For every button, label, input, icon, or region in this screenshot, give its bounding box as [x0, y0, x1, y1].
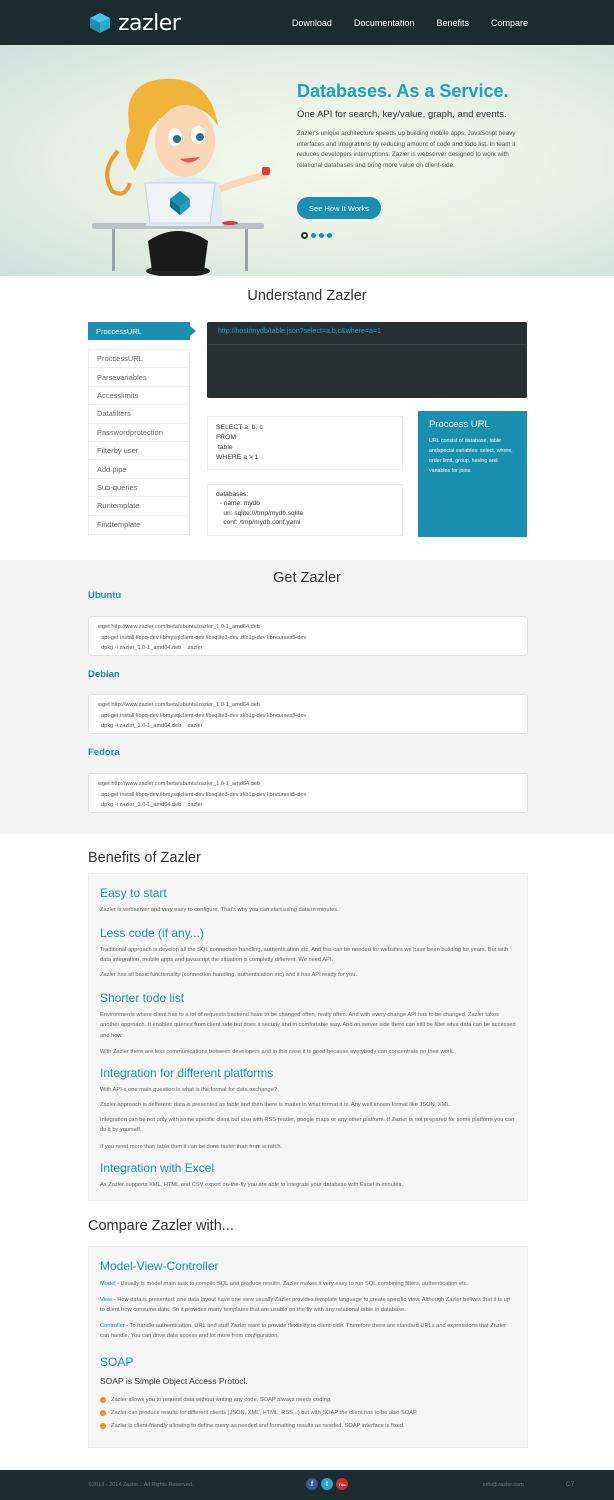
model-label: Model	[100, 1281, 116, 1287]
todo-title: Shorter todo list	[100, 991, 185, 1005]
understand-title: Understand Zazler	[247, 288, 367, 304]
slider-dot-3[interactable]	[319, 233, 324, 238]
console-divider	[207, 344, 527, 345]
social-links	[306, 1478, 348, 1490]
url-console	[207, 322, 527, 398]
compare-panel	[88, 1246, 528, 1448]
fedora-title: Fedora	[88, 747, 120, 758]
cmd-line: apt-get install libpq-dev libmysqlclient-dev libsqlite3-dev zlib1g-dev libncurses5-dev	[98, 791, 307, 798]
sidebar-item-filterby-user[interactable]: Filterby user	[89, 442, 189, 460]
soap-point-text: Zazler allows you to request data without writing any code. SOAP always needs coding.	[111, 1397, 332, 1403]
excel-title: Integration with Excel	[100, 1161, 215, 1175]
sidebar-item-add-pipe[interactable]: Add pipe	[89, 460, 189, 478]
debian-commands[interactable]	[88, 694, 528, 734]
controller-label: Controller	[100, 1323, 125, 1329]
compare-title: Compare Zazler with...	[88, 1218, 234, 1234]
sidebar-item-runtemplate[interactable]: Runtemplate	[89, 497, 189, 515]
understand-sidebar	[88, 349, 190, 535]
soap-point	[100, 1423, 516, 1429]
cmd-line: dpkg -i zazler_1.0-1_amd64.deb zazler	[98, 645, 203, 652]
top-navbar	[0, 0, 614, 45]
view-desc: - How data is presented: one data layout have one view usually Zazler provides template language to create specific view. Although Zazler belives that it is up to client how consume data. So it provides many templates that are usable on the fly with any relational table in database.	[100, 1297, 510, 1314]
slider-dots	[301, 232, 332, 239]
url-example: http://host/mydb/table.json?select=a,b,c&where=a=1	[218, 328, 381, 335]
mvc-title: Model-View-Controller	[100, 1259, 219, 1273]
main-nav	[292, 0, 528, 45]
model-text	[100, 1279, 516, 1289]
slider-dot-2[interactable]	[311, 233, 316, 238]
model-desc: - Usually is model main task to compile SQL and produce results. Zazler makes it very easy to run SQL combining filters, authentication etc.	[115, 1281, 469, 1287]
controller-text	[100, 1321, 516, 1342]
sidebar-active-arrow	[190, 326, 196, 336]
less-title: Less code (if any...)	[100, 926, 204, 940]
debian-title: Debian	[88, 669, 120, 680]
controller-desc: - To handle authentication, URL and stuff Zazler want to provide flexibility to client-side. Therefore there are standard URLs and expressions that Zazler can handle. You can drive data access and lot more from configuration.	[100, 1323, 507, 1340]
integ-title: Integration for different platforms	[100, 1066, 274, 1080]
excel-text: As Zazler supports XML, HTML and CSV export on-the-fly you are able to integrate your database with Excel in minutes.	[100, 1182, 403, 1188]
arrow-bullet-icon: ›	[100, 1397, 106, 1403]
see-how-it-works-button[interactable]: See How It Works	[297, 197, 381, 219]
cmd-line: dpkg -i zazler_1.0-1_amd64.deb zazler	[98, 802, 203, 809]
view-label: View	[100, 1297, 113, 1303]
todo-text-2: With Zazler there are less communications between developers and in this case it is good because everybody can concentrate on their work.	[100, 1049, 455, 1055]
slider-dot-1[interactable]	[301, 232, 308, 239]
less-text-1: Traditional approach is develop all the SQL connection handling, authentication etc. And this can be needed for websites we have been building for years. But with data integration, mobile apps and javascript the situation is completly different. We need API.	[100, 947, 509, 964]
soap-point	[100, 1410, 516, 1416]
sidebar-item-parsevariables[interactable]: Parsevariables	[89, 368, 189, 386]
cmd-line: apt-get install libpq-dev libmysqlclient-dev libsqlite3-dev zlib1g-dev libncurses5-dev	[98, 712, 307, 719]
info-title: Proccess URL	[429, 419, 490, 430]
developer-illustration	[90, 71, 270, 276]
slider-dot-4[interactable]	[327, 233, 332, 238]
fedora-commands[interactable]	[88, 773, 528, 813]
hero-description: Zazler's unique architecture speeds up building mobile apps, JavaScript heavy interfaces and integrations by reducing amount of code and todo list. In team it reduces developers interruptions. Zazler is webserver designed to work with relational databases and bring more value on client-side.	[297, 130, 516, 169]
easy-text: Zazler is webserver and very easy to configure. That's why you can start using data in minutes.	[100, 907, 339, 913]
hero-banner	[0, 45, 614, 276]
integ-text-3: Integration can be not only with some specific client but also with RSS reader, google maps or any other platform. If Zazler is not prepared for some platform you can do it by yourself.	[100, 1117, 515, 1134]
nav-download[interactable]: Download	[291, 17, 332, 28]
sidebar-item-active[interactable]: ProccessURL	[88, 322, 190, 340]
hero-title: Databases. As a Service.	[297, 81, 509, 101]
footer	[0, 1470, 614, 1500]
arrow-bullet-icon: ›	[100, 1410, 106, 1416]
integ-text-1: With API-s one main question is what is the format for data exchange?	[100, 1087, 278, 1093]
twitter-icon[interactable]: t	[321, 1478, 333, 1490]
brand-name: zazler	[118, 10, 181, 36]
footer-code: C7	[566, 1481, 575, 1488]
copyright: ©2013 - 2014 Zazler... All Rights Reserved.	[88, 1482, 194, 1488]
cmd-line: apt-get install libpq-dev libmysqlclient-dev libsqlite3-dev zlib1g-dev libncurses5-dev	[98, 634, 307, 641]
ubuntu-commands[interactable]	[88, 616, 528, 656]
soap-point	[100, 1397, 516, 1403]
logo[interactable]	[88, 10, 180, 36]
soap-subtitle: SOAP is Simple Object Access Protocl.	[100, 1376, 248, 1386]
nav-benefits[interactable]: Benefits	[436, 17, 469, 28]
get-title: Get Zazler	[273, 570, 341, 586]
todo-text-1: Environments where client has to a lot of requests backend have to be changed often, really often. And with every change API has to be changed. Zazler takes another approach. It enables queries from client side but does it securly and in comfortable way. And on server side there can still be filter what data can be accessed and how.	[100, 1012, 516, 1039]
cmd-line: dpkg -i zazler_1.0-1_amd64.deb zazler	[98, 723, 203, 730]
integ-text-2: Zazler approach is defferent: data is presented as table and then there is matter in what format it is. Any well known format like JSON, XML.	[100, 1102, 452, 1108]
nav-compare[interactable]: Compare	[490, 17, 528, 28]
sql-example: SELECT a, b, c FROM table WHERE a > 1	[207, 416, 403, 470]
less-text-2: Zazler has all basic functionality (connection handling, authentication etc) and it has API ready for you.	[100, 972, 358, 978]
facebook-icon[interactable]: f	[306, 1478, 318, 1490]
info-text: URL consist of database, table andspecial variables: select, where, order limit, group, having and variables for joins.	[429, 438, 513, 474]
sidebar-item-proccessurl[interactable]: ProccessURL	[89, 350, 189, 368]
youtube-icon[interactable]: You	[336, 1478, 348, 1490]
integ-text-4: If you need more than table then it can be done faster than from scratch.	[100, 1144, 283, 1150]
cmd-line: wget http://www.zazler.com/beta/ubuntu/zazler_1.0-1_amd64.deb	[98, 624, 261, 630]
cmd-line: wget http://www.zazler.com/beta/ubuntu/zazler_1.0-1_amd64.deb	[98, 702, 261, 708]
sidebar-item-passwordprotection[interactable]: Passwordprotection	[89, 424, 189, 442]
info-panel	[418, 411, 527, 537]
ubuntu-title: Ubuntu	[88, 590, 122, 601]
soap-title: SOAP	[100, 1355, 134, 1369]
benefits-title: Benefits of Zazler	[88, 850, 201, 866]
hero-subtitle: One API for search, key/value, graph, and events.	[297, 109, 507, 120]
cmd-line: wget http://www.zazler.com/beta/ubuntu/zazler_1.0-1_amd64.deb	[98, 781, 261, 787]
sidebar-item-accesslimits[interactable]: Accesslimits	[89, 387, 189, 405]
soap-point-text: Zazler is client-friendly allowing to define query as needed and formatting results as needed. SOAP interface is fixed.	[111, 1423, 405, 1429]
nav-documentation[interactable]: Documentation	[353, 17, 415, 28]
sidebar-item-findtemplate[interactable]: Findtemplate	[97, 520, 141, 530]
config-example: databases: - name: mydb uri: sqlite:///tmp/mydb.sqlite conf: /tmp/mydb.conf.yaml	[207, 484, 403, 536]
cube-logo-icon	[88, 11, 112, 35]
sidebar-item-sub-queries[interactable]: Sub-queries	[89, 479, 189, 497]
view-text	[100, 1295, 516, 1316]
easy-title: Easy to start	[100, 886, 167, 900]
sidebar-item-datafilters[interactable]: Datafilters	[89, 405, 189, 423]
arrow-bullet-icon: ›	[100, 1423, 106, 1429]
soap-point-text: Zazler can produce results for different clients (JSON, XML, HTML, RSS...) but with SOAP the client has to be also SOAP.	[111, 1410, 418, 1416]
contact-email[interactable]: info@zazler.com	[483, 1482, 524, 1488]
